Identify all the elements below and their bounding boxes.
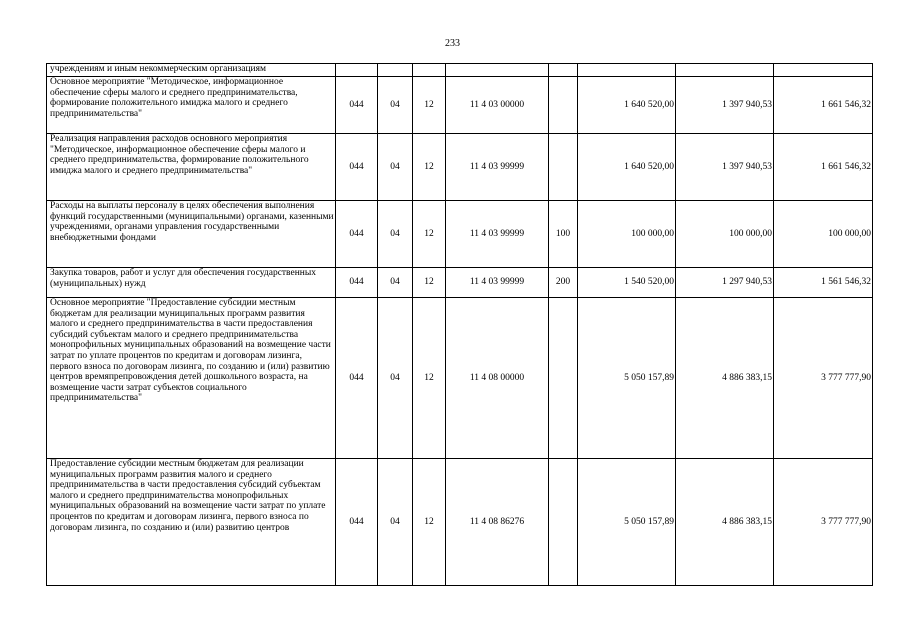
table-row [47,201,873,268]
row-name-cell: Предоставление субсидии местным бюджетам для реализации муниципальных программ развития малого и среднего предпринимательства в части предоставления субсидий субъектам малого и среднего предпринимательства монопрофильных муниципальных образований на возмещение части затрат по уплате процентов по кредитам и договорам лизинга, первого взноса по договорам лизинга, по созданию и (или) развитию центров [47,459,336,586]
subsection-code-cell: 12 [413,459,446,586]
row-name-cell: Основное мероприятие "Методическое, информационное обеспечение сферы малого и среднего предпринимательства, формирование положительного имиджа малого и среднего предпринимательства" [47,77,336,134]
ministry-code-cell: 044 [336,459,378,586]
expense-type-cell [549,77,578,134]
section-code-cell: 04 [378,134,413,201]
target-article-cell [446,64,549,77]
subsection-code-cell: 12 [413,298,446,459]
table-row [47,64,873,77]
ministry-code-cell: 044 [336,298,378,459]
target-article-cell: 11 4 03 99999 [446,268,549,298]
section-code-cell: 04 [378,268,413,298]
amount-year3-cell: 3 777 777,90 [774,298,873,459]
row-name-cell: Основное мероприятие "Предоставление субсидии местным бюджетам для реализации муниципальных программ развития малого и среднего предпринимательства в части предоставления субсидий субъектам малого и среднего предпринимательства монопрофильных муниципальных образований на возмещение части затрат по уплате процентов по кредитам и договорам лизинга, первого взноса по договорам лизинга, по созданию и (или) развитию центров времяпрепровождения детей дошкольного возраста, на возмещение части затрат субъектов социального предпринимательства" [47,298,336,459]
budget-table [46,63,873,586]
section-code-cell: 04 [378,201,413,268]
expense-type-cell [549,134,578,201]
row-name-cell: Реализация направления расходов основного мероприятия "Методическое, информационное обеспечение сферы малого и среднего предпринимательства, формирование положительного имиджа малого и среднего предпринимательства" [47,134,336,201]
table-row [47,459,873,586]
target-article-cell: 11 4 03 99999 [446,201,549,268]
ministry-code-cell: 044 [336,268,378,298]
amount-year2-cell: 4 886 383,15 [676,459,774,586]
row-name-cell: Закупка товаров, работ и услуг для обеспечения государственных (муниципальных) нужд [47,268,336,298]
expense-type-cell [549,459,578,586]
ministry-code-cell: 044 [336,134,378,201]
expense-type-cell [549,298,578,459]
subsection-code-cell: 12 [413,268,446,298]
amount-year2-cell: 4 886 383,15 [676,298,774,459]
section-code-cell: 04 [378,459,413,586]
amount-year3-cell: 3 777 777,90 [774,459,873,586]
ministry-code-cell [336,64,378,77]
amount-year2-cell: 100 000,00 [676,201,774,268]
table-row [47,134,873,201]
section-code-cell: 04 [378,298,413,459]
subsection-code-cell: 12 [413,134,446,201]
ministry-code-cell: 044 [336,77,378,134]
amount-year1-cell: 1 640 520,00 [578,134,676,201]
amount-year1-cell: 5 050 157,89 [578,459,676,586]
expense-type-cell: 100 [549,201,578,268]
amount-year2-cell: 1 297 940,53 [676,268,774,298]
amount-year3-cell: 1 561 546,32 [774,268,873,298]
row-name-cell: учреждениям и иным некоммерческим организациям [47,64,336,77]
amount-year3-cell [774,64,873,77]
amount-year3-cell: 1 661 546,32 [774,134,873,201]
amount-year1-cell: 1 540 520,00 [578,268,676,298]
section-code-cell [378,64,413,77]
amount-year3-cell: 1 661 546,32 [774,77,873,134]
row-name-cell: Расходы на выплаты персоналу в целях обеспечения выполнения функций государственными (муниципальными) органами, казенными учреждениями, органами управления государственными внебюджетными фондами [47,201,336,268]
amount-year1-cell [578,64,676,77]
amount-year2-cell: 1 397 940,53 [676,134,774,201]
expense-type-cell [549,64,578,77]
subsection-code-cell: 12 [413,201,446,268]
amount-year2-cell [676,64,774,77]
ministry-code-cell: 044 [336,201,378,268]
amount-year3-cell: 100 000,00 [774,201,873,268]
amount-year1-cell: 5 050 157,89 [578,298,676,459]
target-article-cell: 11 4 08 86276 [446,459,549,586]
amount-year1-cell: 100 000,00 [578,201,676,268]
target-article-cell: 11 4 08 00000 [446,298,549,459]
table-row [47,77,873,134]
page-number: 233 [445,38,460,49]
target-article-cell: 11 4 03 00000 [446,77,549,134]
section-code-cell: 04 [378,77,413,134]
target-article-cell: 11 4 03 99999 [446,134,549,201]
amount-year2-cell: 1 397 940,53 [676,77,774,134]
subsection-code-cell: 12 [413,77,446,134]
table-row [47,298,873,459]
amount-year1-cell: 1 640 520,00 [578,77,676,134]
subsection-code-cell [413,64,446,77]
expense-type-cell: 200 [549,268,578,298]
table-row [47,268,873,298]
